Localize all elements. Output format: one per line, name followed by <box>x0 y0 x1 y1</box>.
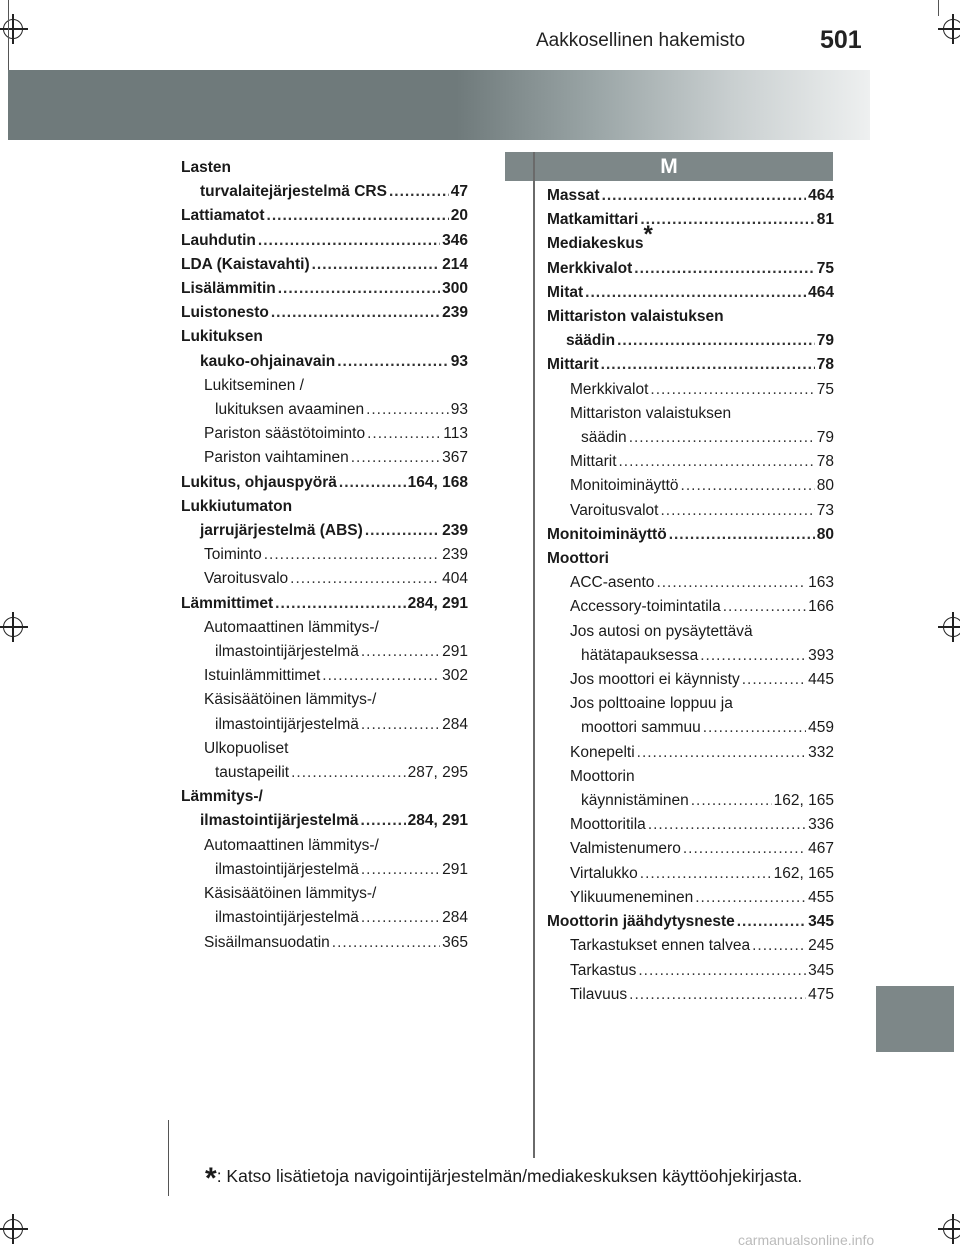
index-entry-page: 20 <box>450 207 468 225</box>
index-entry <box>547 716 834 740</box>
index-column-right <box>547 184 834 1007</box>
index-entry <box>181 809 468 833</box>
index-entry-label: ilmastointijärjestelmä <box>215 909 359 927</box>
index-entry <box>181 446 468 470</box>
index-entry-page: 365 <box>442 933 468 951</box>
index-entry-page: 73 <box>816 501 834 519</box>
index-entry-page: 163 <box>808 574 834 592</box>
index-entry-label: Pariston vaihtaminen <box>204 449 349 467</box>
index-entry-label: säädin <box>581 429 627 447</box>
index-heading-line <box>181 688 468 712</box>
index-heading-line <box>181 374 468 398</box>
index-entry <box>181 567 468 591</box>
index-heading-text: Automaattinen lämmitys-/ <box>204 836 379 854</box>
footnote-star: * <box>205 1162 217 1195</box>
dot-leader <box>351 446 440 470</box>
index-heading-line <box>181 785 468 809</box>
index-entry <box>181 180 468 204</box>
dot-leader <box>275 592 406 616</box>
index-entry <box>547 281 834 305</box>
dot-leader <box>602 184 807 208</box>
index-heading-text: Käsisäätöinen lämmitys-/ <box>204 691 377 709</box>
index-heading-text: Jos autosi on pysäytettävä <box>570 622 753 640</box>
index-entry-label: ACC-asento <box>570 574 655 592</box>
dot-leader <box>585 281 806 305</box>
index-heading-line <box>181 616 468 640</box>
index-heading-text: Lukkiutumaton <box>181 497 293 515</box>
index-entry <box>547 571 834 595</box>
index-entry-label: Sisäilmansuodatin <box>204 933 330 951</box>
index-entry <box>547 910 834 934</box>
index-entry-label: Merkkivalot <box>547 259 633 277</box>
dot-leader <box>660 499 814 523</box>
index-entry <box>181 301 468 325</box>
index-entry-label: kauko-ohjainavain <box>200 352 336 370</box>
index-entry <box>181 350 468 374</box>
index-entry <box>181 713 468 737</box>
dot-leader <box>361 906 440 930</box>
index-entry-label: Moottorin jäähdytysneste <box>547 913 735 931</box>
crop-line-right-top <box>938 0 939 16</box>
dot-leader <box>648 813 806 837</box>
index-heading-text: Käsisäätöinen lämmitys-/ <box>204 885 377 903</box>
index-entry <box>181 422 468 446</box>
dot-leader <box>723 595 806 619</box>
index-entry-page: 475 <box>808 985 834 1003</box>
index-entry-label: Monitoiminäyttö <box>547 525 667 543</box>
index-entry-page: 75 <box>816 259 834 277</box>
index-entry-page: 80 <box>816 477 834 495</box>
crop-line-left-bottom <box>168 1120 169 1196</box>
index-entry-label: käynnistäminen <box>581 792 689 810</box>
index-entry-label: jarrujärjestelmä (ABS) <box>200 522 363 540</box>
dot-leader <box>332 931 440 955</box>
index-entry-label: Mittarit <box>570 453 617 471</box>
index-entry <box>181 664 468 688</box>
dot-leader <box>629 426 815 450</box>
dot-leader <box>278 277 440 301</box>
dot-leader <box>619 450 815 474</box>
dot-leader <box>637 741 806 765</box>
index-entry-label: säädin <box>566 332 616 350</box>
index-entry-label: Varoitusvalo <box>204 570 289 588</box>
dot-leader <box>366 398 449 422</box>
index-entry <box>547 789 834 813</box>
index-entry-label: ilmastointijärjestelmä <box>215 715 359 733</box>
index-entry <box>547 959 834 983</box>
index-entry-label: Valmistenumero <box>570 840 681 858</box>
index-entry <box>547 644 834 668</box>
dot-leader <box>339 471 406 495</box>
dot-leader <box>681 474 815 498</box>
dot-leader <box>640 208 814 232</box>
index-entry-page: 291 <box>442 643 468 661</box>
dot-leader <box>742 668 806 692</box>
index-heading-text: Lukitseminen / <box>204 376 304 394</box>
index-entry-label: Mitat <box>547 283 584 301</box>
index-entry-label: Accessory-toimintatila <box>570 598 721 616</box>
index-heading-text: Moottori <box>547 550 609 568</box>
index-entry-page: 75 <box>816 380 834 398</box>
index-entry-page: 464 <box>808 187 834 204</box>
dot-leader <box>700 644 806 668</box>
index-entry-page: 93 <box>450 352 468 370</box>
index-heading-line <box>181 882 468 906</box>
index-entry-label: ilmastointijärjestelmä <box>215 860 359 878</box>
index-entry-page: 464 <box>808 283 834 301</box>
index-entry-page: 239 <box>442 546 468 564</box>
index-entry <box>547 886 834 910</box>
dot-leader <box>640 862 772 886</box>
index-entry-page: 284 <box>442 715 468 733</box>
dot-leader <box>291 761 406 785</box>
index-heading-text: Mediakeskus <box>547 235 644 253</box>
dot-leader <box>361 640 440 664</box>
dot-leader <box>367 422 441 446</box>
index-heading-text: Ulkopuoliset <box>204 739 289 757</box>
index-entry-label: hätätapauksessa <box>581 646 699 664</box>
dot-leader <box>337 350 449 374</box>
index-entry <box>547 426 834 450</box>
index-entry-page: 291 <box>442 860 468 878</box>
index-entry-label: Tarkastus <box>570 961 637 979</box>
dot-leader <box>258 229 440 253</box>
index-entry-label: Lämmittimet <box>181 594 274 612</box>
index-entry <box>547 184 834 208</box>
registration-mark-bottom-right <box>938 1214 960 1244</box>
registration-mark-top-left <box>0 14 28 44</box>
index-entry-label: Matkamittari <box>547 211 639 229</box>
dot-leader <box>361 809 406 833</box>
index-entry <box>547 983 834 1007</box>
index-heading-text: Automaattinen lämmitys-/ <box>204 618 379 636</box>
index-entry <box>547 837 834 861</box>
dot-leader <box>695 886 806 910</box>
dot-leader <box>683 837 806 861</box>
index-heading-line <box>547 765 834 789</box>
index-entry-label: ilmastointijärjestelmä <box>200 812 359 830</box>
header-title: Aakkosellinen hakemisto <box>536 30 746 51</box>
index-entry-label: Luistonesto <box>181 304 269 322</box>
index-entry <box>181 640 468 664</box>
dot-leader <box>650 378 814 402</box>
index-entry-page: 78 <box>816 453 834 471</box>
dot-leader <box>271 301 440 325</box>
index-heading-text: Mittariston valaistuksen <box>547 308 724 326</box>
index-entry-page: 79 <box>816 332 834 350</box>
index-entry-page: 345 <box>808 913 834 931</box>
index-entry-page: 166 <box>808 598 834 616</box>
index-heading-text: Lämmitys-/ <box>181 788 263 806</box>
index-entry-label: Tarkastukset ennen talvea <box>570 937 751 955</box>
dot-leader <box>267 204 449 228</box>
index-entry-page: 393 <box>808 646 834 664</box>
index-entry <box>181 906 468 930</box>
footnote <box>205 1156 803 1195</box>
dot-leader <box>322 664 440 688</box>
index-entry-label: Toiminto <box>204 546 262 564</box>
index-entry-page: 93 <box>450 401 468 419</box>
index-heading-line <box>547 402 834 426</box>
dot-leader <box>290 567 440 591</box>
registration-mark-mid-right <box>938 612 960 642</box>
page-number: 501 <box>820 26 862 54</box>
index-entry <box>181 761 468 785</box>
dot-leader <box>691 789 772 813</box>
index-entry <box>181 204 468 228</box>
dot-leader <box>656 571 806 595</box>
index-entry <box>181 543 468 567</box>
index-entry-page: 455 <box>808 888 834 906</box>
index-entry-page: 284, 291 <box>407 812 468 830</box>
index-entry <box>181 253 468 277</box>
index-heading-text: Moottorin <box>570 767 635 785</box>
dot-leader <box>361 713 440 737</box>
index-entry-page: 245 <box>808 937 834 955</box>
section-heading-m: M <box>505 152 833 181</box>
index-heading-text: Lukituksen <box>181 328 263 346</box>
index-entry <box>547 668 834 692</box>
column-divider <box>533 152 535 1158</box>
dot-leader <box>629 983 806 1007</box>
dot-leader <box>638 959 806 983</box>
dot-leader <box>737 910 806 934</box>
index-entry <box>547 523 834 547</box>
index-entry-page: 162, 165 <box>773 792 834 810</box>
dot-leader <box>601 353 815 377</box>
index-heading-line <box>547 692 834 716</box>
index-entry <box>181 229 468 253</box>
index-entry-page: 459 <box>808 719 834 737</box>
index-entry <box>181 471 468 495</box>
index-entry-page: 80 <box>816 525 834 543</box>
index-entry <box>547 257 834 281</box>
index-entry-page: 345 <box>808 961 834 979</box>
index-heading-text: Mittariston valaistuksen <box>570 404 732 422</box>
index-entry-label: LDA (Kaistavahti) <box>181 255 310 273</box>
index-entry-label: turvalaitejärjestelmä CRS <box>200 183 387 201</box>
index-heading-line <box>181 495 468 519</box>
index-entry-label: Tilavuus <box>570 985 628 1003</box>
index-heading-line <box>547 547 834 571</box>
dot-leader <box>389 180 449 204</box>
index-entry <box>547 499 834 523</box>
index-column-left <box>181 156 468 955</box>
index-entry-label: Pariston säästötoiminto <box>204 425 366 443</box>
index-entry-label: Lisälämmitin <box>181 280 276 298</box>
index-entry <box>547 595 834 619</box>
dot-leader <box>669 523 815 547</box>
index-entry <box>547 474 834 498</box>
dot-leader <box>312 253 441 277</box>
index-entry-page: 79 <box>816 429 834 447</box>
index-entry-page: 214 <box>442 255 468 273</box>
dot-leader <box>752 934 806 958</box>
index-entry <box>181 398 468 422</box>
index-entry-label: Lukitus, ohjauspyörä <box>181 473 337 491</box>
index-entry-label: Ylikuumeneminen <box>570 888 694 906</box>
index-entry <box>181 858 468 882</box>
index-entry-label: lukituksen avaaminen <box>215 401 365 419</box>
dot-leader <box>703 716 806 740</box>
index-entry-label: Virtalukko <box>570 864 638 882</box>
watermark: carmanualsonline.info <box>738 1232 875 1248</box>
index-entry-page: 162, 165 <box>773 864 834 882</box>
index-entry <box>547 329 834 353</box>
index-entry-label: Massat <box>547 187 600 204</box>
index-entry <box>547 378 834 402</box>
dot-leader <box>634 257 814 281</box>
index-entry <box>547 353 834 377</box>
footnote-marker: * <box>643 221 653 249</box>
index-entry-label: ilmastointijärjestelmä <box>215 643 359 661</box>
index-entry-label: moottori sammuu <box>581 719 701 737</box>
index-entry-page: 78 <box>816 356 834 374</box>
dot-leader <box>365 519 440 543</box>
index-entry-page: 332 <box>808 743 834 761</box>
index-entry <box>547 934 834 958</box>
index-entry-label: Lauhdutin <box>181 231 256 249</box>
index-heading-line <box>547 620 834 644</box>
index-entry <box>547 862 834 886</box>
header-banner <box>8 70 870 140</box>
index-entry <box>547 208 834 232</box>
index-entry-page: 467 <box>808 840 834 858</box>
index-entry-page: 346 <box>442 231 468 249</box>
crop-line-left-top <box>8 0 9 70</box>
index-entry-label: Merkkivalot <box>570 380 649 398</box>
index-entry-label: Varoitusvalot <box>570 501 659 519</box>
index-heading-line <box>547 305 834 329</box>
index-entry <box>181 592 468 616</box>
index-entry <box>181 277 468 301</box>
index-entry-label: Moottoritila <box>570 816 646 834</box>
index-heading-line <box>181 325 468 349</box>
index-entry-page: 164, 168 <box>407 473 468 491</box>
dot-leader <box>617 329 815 353</box>
index-entry-page: 404 <box>442 570 468 588</box>
index-entry-page: 300 <box>442 280 468 298</box>
index-entry <box>547 741 834 765</box>
index-entry-label: Lattiamatot <box>181 207 265 225</box>
chapter-side-tab <box>876 986 954 1052</box>
index-heading-line <box>181 834 468 858</box>
dot-leader <box>264 543 440 567</box>
index-entry-label: Mittarit <box>547 356 599 374</box>
index-heading-line <box>181 156 468 180</box>
index-entry-page: 336 <box>808 816 834 834</box>
registration-mark-top-right <box>938 14 960 44</box>
registration-mark-mid-left <box>0 612 28 642</box>
index-entry <box>547 450 834 474</box>
index-entry-page: 81 <box>816 211 834 229</box>
index-entry-page: 47 <box>450 183 468 201</box>
index-heading-line <box>181 737 468 761</box>
index-entry-page: 239 <box>442 522 468 540</box>
registration-mark-bottom-left <box>0 1214 28 1244</box>
index-entry-label: Konepelti <box>570 743 635 761</box>
index-entry-page: 367 <box>442 449 468 467</box>
index-entry-page: 445 <box>808 671 834 689</box>
index-entry <box>181 931 468 955</box>
index-entry <box>547 813 834 837</box>
index-entry-label: Monitoiminäyttö <box>570 477 679 495</box>
index-entry-label: Istuinlämmittimet <box>204 667 321 685</box>
index-heading-text: Jos polttoaine loppuu ja <box>570 695 733 713</box>
dot-leader <box>361 858 440 882</box>
index-entry-label: Jos moottori ei käynnisty <box>570 671 740 689</box>
index-entry-page: 113 <box>443 425 468 443</box>
index-entry-page: 284 <box>442 909 468 927</box>
index-entry-page: 302 <box>442 667 468 685</box>
index-entry-page: 284, 291 <box>407 594 468 612</box>
index-entry-page: 239 <box>442 304 468 322</box>
index-entry <box>181 519 468 543</box>
index-entry-page: 287, 295 <box>407 764 468 782</box>
index-entry-label: taustapeilit <box>215 764 290 782</box>
footnote-text: : Katso lisätietoja navigointijärjestelmän/mediakeskuksen käyttöohjekirjasta. <box>216 1166 803 1186</box>
index-heading-text: Lasten <box>181 159 231 176</box>
index-heading-line <box>547 221 834 256</box>
